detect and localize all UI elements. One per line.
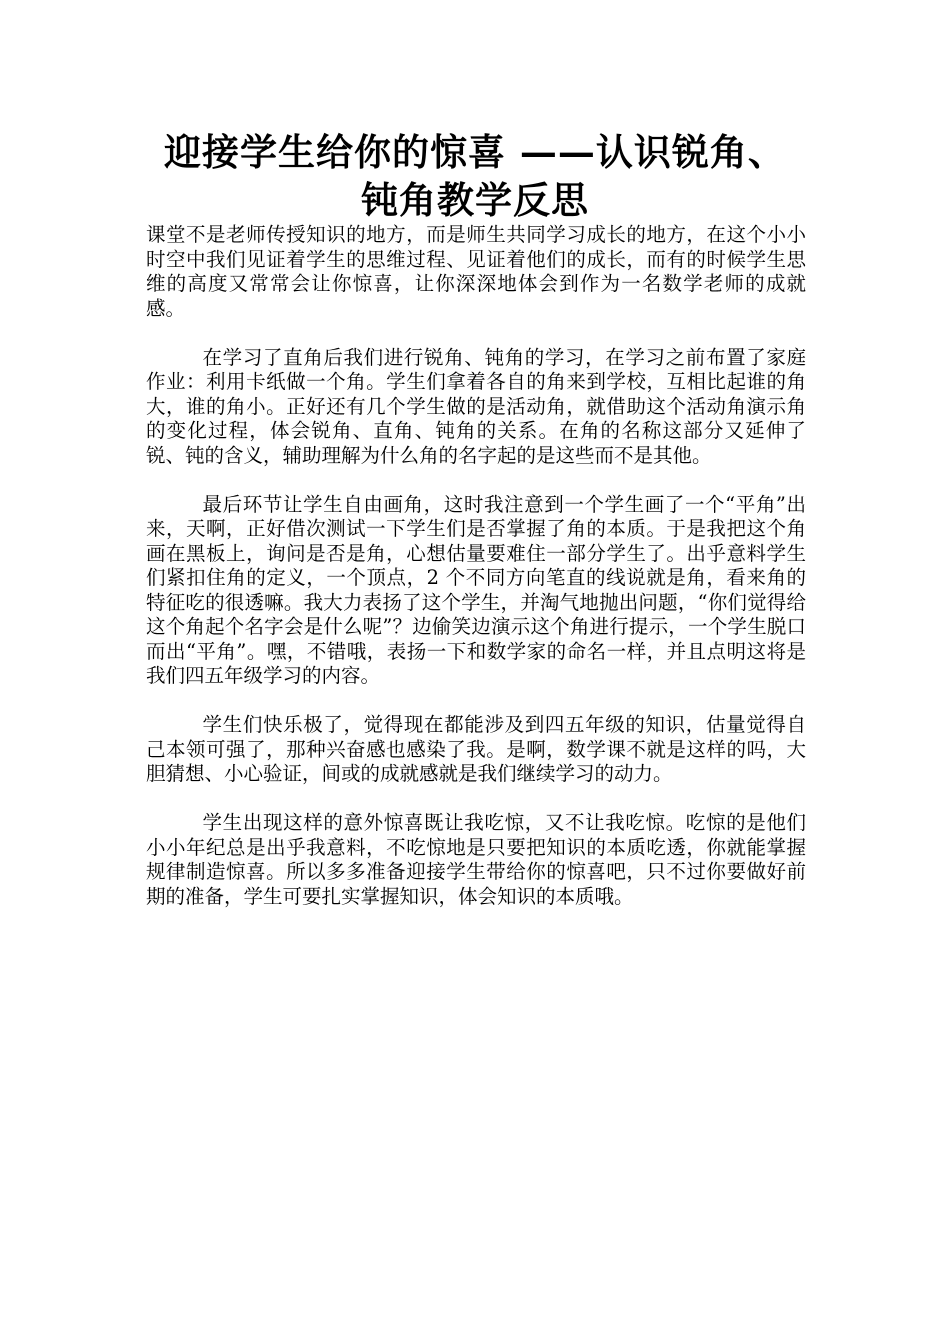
paragraph-intro: 课堂不是老师传授知识的地方，而是师生共同学习成长的地方，在这个小小时空中我们见证着学生的思维过程、见证着他们的成长，而有的时候学生思维的高度又常常会让你惊喜，让你深深地体会到作为一名数学老师的成就感。: [146, 223, 806, 320]
title-line-1: 迎接学生给你的惊喜 ——认识锐角、: [164, 130, 786, 174]
title-line-2: 钝角教学反思: [361, 178, 589, 222]
document-title: [120, 128, 830, 224]
paragraph-2: 在学习了直角后我们进行锐角、钝角的学习，在学习之前布置了家庭作业：利用卡纸做一个角。学生们拿着各自的角来到学校，互相比起谁的角大，谁的角小。正好还有几个学生做的是活动角，就借助这个活动角演示角的变化过程，体会锐角、直角、钝角的关系。在角的名称这部分又延伸了锐、钝的含义，辅助理解为什么角的名字起的是这些而不是其他。: [146, 345, 806, 467]
paragraph-5: 学生出现这样的意外惊喜既让我吃惊，又不让我吃惊。吃惊的是他们小小年纪总是出乎我意料，不吃惊地是只要把知识的本质吃透，你就能掌握规律制造惊喜。所以多多准备迎接学生带给你的惊喜吧，只不过你要做好前期的准备，学生可要扎实掌握知识，体会知识的本质哦。: [146, 811, 806, 908]
paragraph-3: 最后环节让学生自由画角，这时我注意到一个学生画了一个“平角”出来，天啊，正好借次测试一下学生们是否掌握了角的本质。于是我把这个角画在黑板上，询问是否是角，心想估量要难住一部分学生了。出乎意料学生们紧扣住角的定义，一个顶点，2 个不同方向笔直的线说就是角，看来角的特征吃的很透嘛。我大力表扬了这个学生，并淘气地抛出问题，“你们觉得给这个角起个名字会是什么呢”？边偷笑边演示这个角进行提示，一个学生脱口而出“平角”。嘿，不错哦，表扬一下和数学家的命名一样，并且点明这将是我们四五年级学习的内容。: [146, 492, 806, 687]
paragraph-4: 学生们快乐极了，觉得现在都能涉及到四五年级的知识，估量觉得自己本领可强了，那种兴奋感也感染了我。是啊，数学课不就是这样的吗，大胆猜想、小心验证，间或的成就感就是我们继续学习的动力。: [146, 713, 806, 785]
document-body: [146, 223, 806, 909]
